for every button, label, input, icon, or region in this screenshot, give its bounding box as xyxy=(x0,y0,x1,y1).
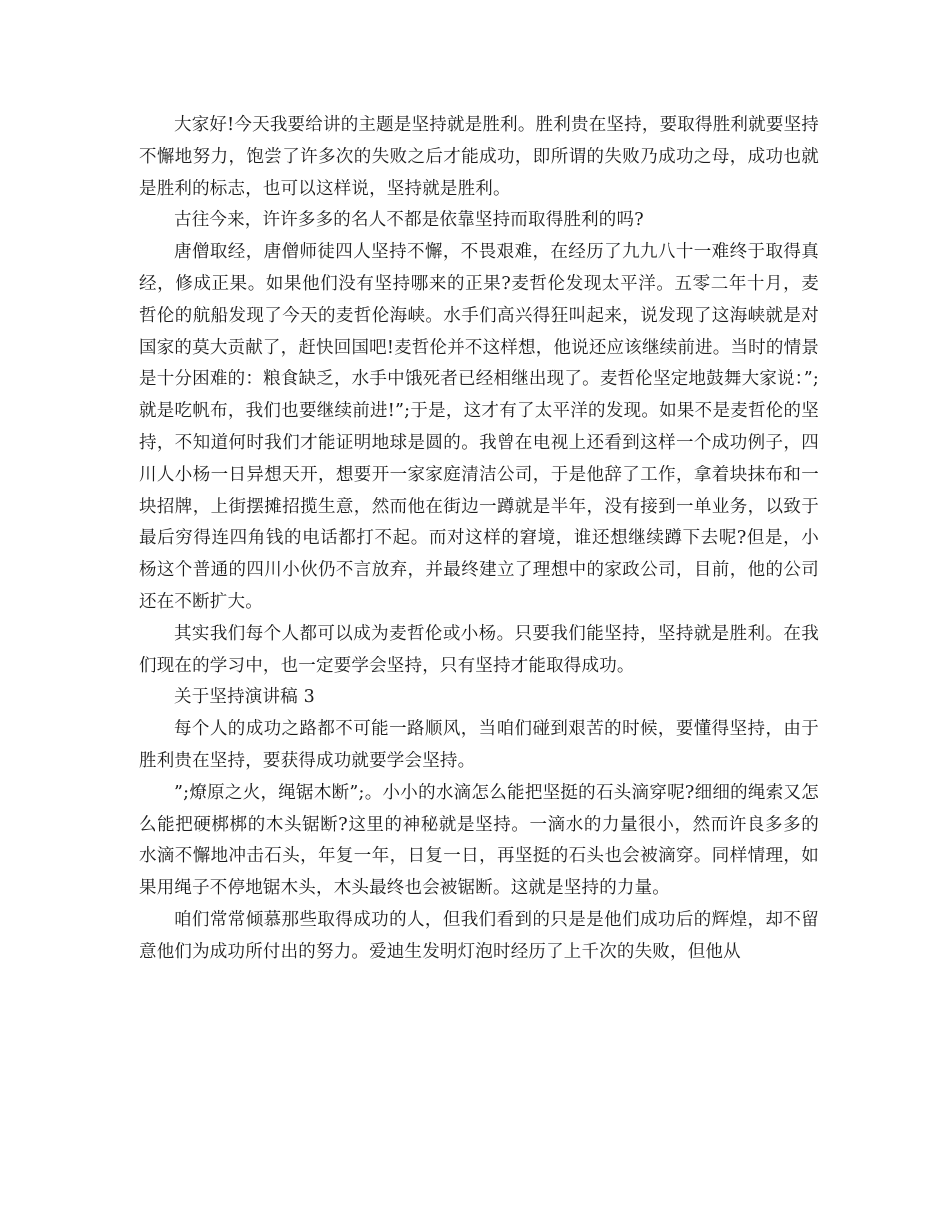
section-heading: 关于坚持演讲稿 3 xyxy=(174,687,315,708)
paragraph-examples: 唐僧取经，唐僧师徒四人坚持不懈，不畏艰难，在经历了九九八十一难终于取得真经，修成正果。如果他们没有坚持哪来的正果?麦哲伦发现太平洋。五零二年十月，麦哲伦的航船发现了今天的麦哲伦海峡。水手们高兴得狂叫起来，说发现了这海峡就是对国家的莫大贡献了，赶快回国吧!麦哲伦并不这样想，他说还应该继续前进。当时的情景是十分困难的：粮食缺乏，水手中饿死者已经相继出现了。麦哲伦坚定地鼓舞大家说：”;就是吃帆布，我们也要继续前进!”;于是，这才有了太平洋的发现。如果不是麦哲伦的坚持，不知道何时我们才能证明地球是圆的。我曾在电视上还看到这样一个成功例子，四川人小杨一日异想天开，想要开一家家庭清洁公司，于是他辞了工作，拿着块抹布和一块招牌，上街摆摊招揽生意，然而他在街边一蹲就是半年，没有接到一单业务，以致于最后穷得连四角钱的电话都打不起。而对这样的窘境，谁还想继续蹲下去呢?但是，小杨这个普通的四川小伙仍不言放弃，并最终建立了理想中的家政公司，目前，他的公司还在不断扩大。 xyxy=(139,242,819,612)
document-body xyxy=(139,110,819,969)
paragraph-conclusion: 其实我们每个人都可以成为麦哲伦或小杨。只要我们能坚持，坚持就是胜利。在我们现在的学习中，也一定要学会坚持，只有坚持才能取得成功。 xyxy=(139,623,819,676)
paragraph-edison: 咱们常常倾慕那些取得成功的人，但我们看到的只是是他们成功后的辉煌，却不留意他们为成功所付出的努力。爱迪生发明灯泡时经历了上千次的失败，但他从 xyxy=(139,909,819,962)
paragraph-intro-3: 每个人的成功之路都不可能一路顺风，当咱们碰到艰苦的时候，要懂得坚持，由于胜利贵在坚持，要获得成功就要学会坚持。 xyxy=(139,719,819,771)
paragraph-water-drop: ”;燎原之火，绳锯木断”;。小小的水滴怎么能把坚挺的石头滴穿呢?细细的绳索又怎么能把硬梆梆的木头锯断?这里的神秘就是坚持。一滴水的力量很小，然而许良多多的水滴不懈地冲击石头，年复一年，日复一日，再坚挺的石头也会被滴穿。同样情理，如果用绳子不停地锯木头，木头最终也会被锯断。这就是坚持的力量。 xyxy=(139,782,819,899)
paragraph-question: 古往今来，许许多多的名人不都是依靠坚持而取得胜利的吗? xyxy=(174,210,644,231)
paragraph-greeting: 大家好!今天我要给讲的主题是坚持就是胜利。胜利贵在坚持，要取得胜利就要坚持不懈地努力，饱尝了许多次的失败之后才能成功，即所谓的失败乃成功之母，成功也就是胜利的标志，也可以这样说，坚持就是胜利。 xyxy=(139,115,819,199)
